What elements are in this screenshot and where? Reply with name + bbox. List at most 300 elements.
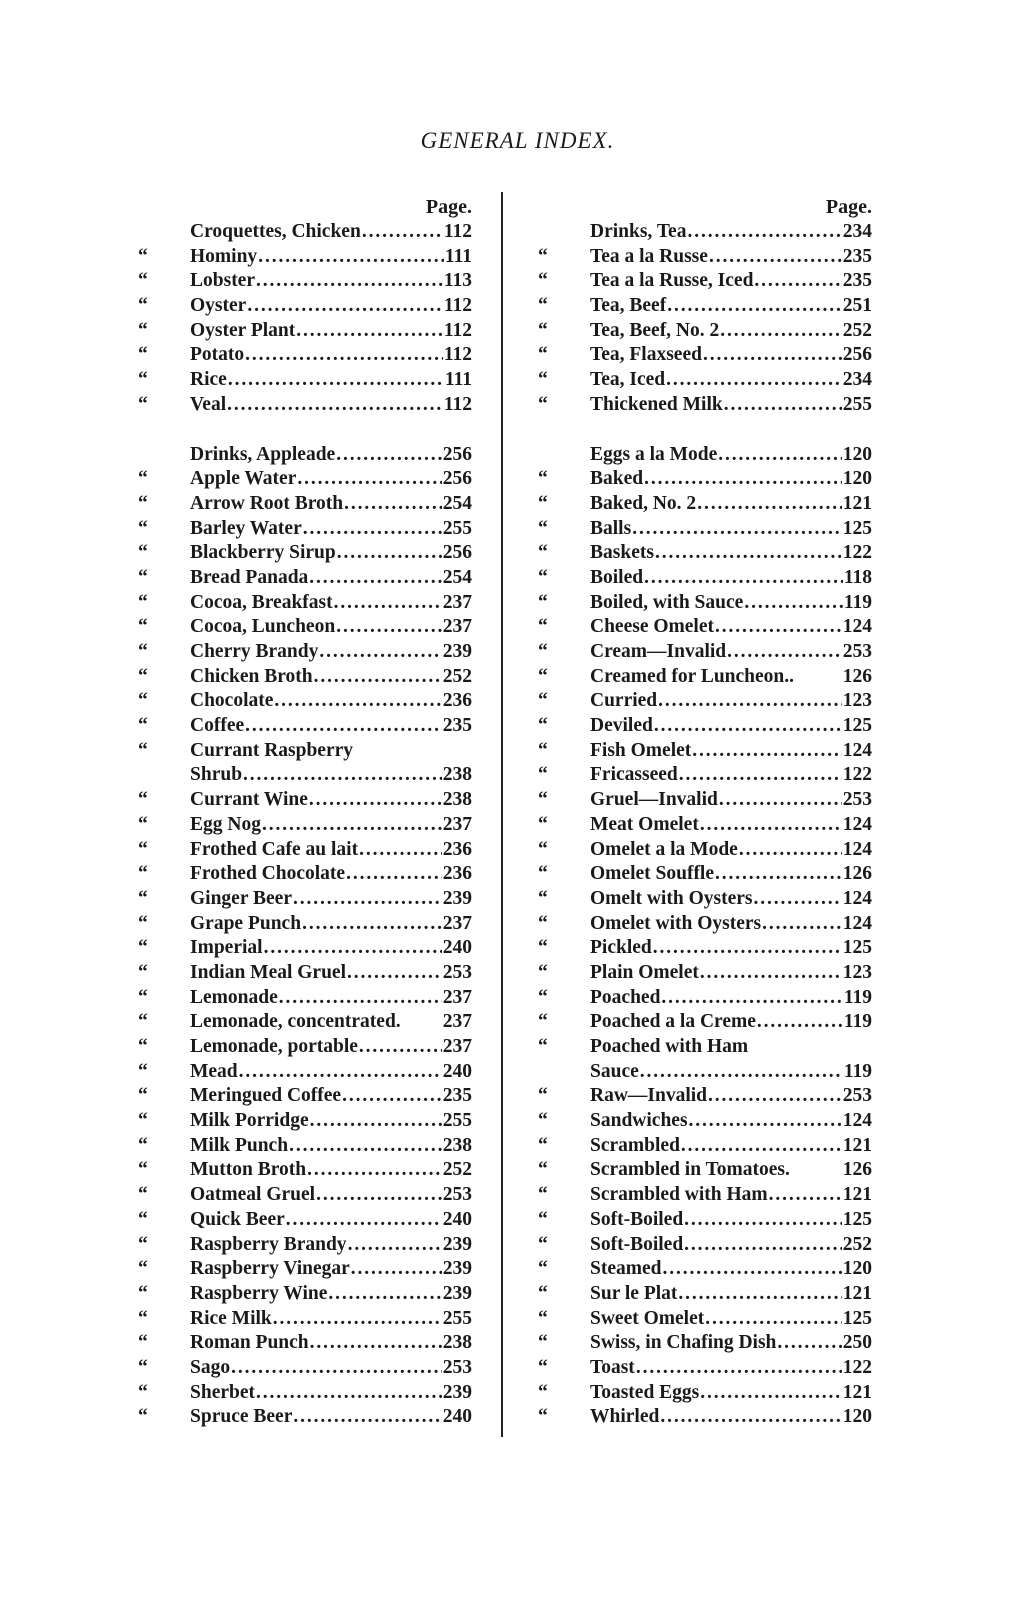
index-entry (138, 343, 472, 368)
ditto-mark: “ (138, 1036, 148, 1057)
entry-label: Sweet Omelet (590, 1307, 705, 1329)
entry-page-number: 255 (442, 517, 472, 539)
ditto-mark: “ (138, 1110, 148, 1132)
leader-dots (346, 862, 442, 887)
index-entry (538, 1257, 872, 1282)
entry-label: Raspberry Vinegar (190, 1258, 350, 1280)
entry-page-number: 119 (843, 591, 872, 613)
entry-list (538, 220, 872, 1430)
leader-dots (632, 517, 842, 542)
ditto-mark: “ (538, 789, 548, 811)
entry-label: Meringued Coffee (190, 1085, 342, 1107)
entry-label: Bread Panada (190, 566, 309, 588)
leader-dots (302, 912, 442, 937)
entry-page-number: 234 (842, 221, 872, 242)
index-entry (138, 1331, 472, 1356)
ditto-mark: “ (538, 1332, 548, 1354)
entry-label: Oatmeal Gruel (190, 1184, 316, 1206)
index-entry (138, 269, 472, 294)
ditto-mark: “ (138, 887, 148, 909)
index-entry (538, 1035, 872, 1060)
entry-page-number: 121 (842, 1381, 872, 1403)
entry-page-number: 237 (442, 1011, 472, 1033)
entry-page-number: 255 (442, 1110, 472, 1132)
index-entry (138, 813, 472, 838)
leader-dots (700, 961, 842, 986)
ditto-mark: “ (138, 245, 148, 267)
entry-label: Omelet Souffle (590, 863, 715, 885)
entry-label: Indian Meal Gruel (190, 961, 347, 983)
ditto-mark: “ (138, 616, 148, 638)
ditto-mark: “ (138, 715, 148, 737)
entry-page-number: 111 (444, 369, 472, 391)
ditto-mark: “ (538, 369, 548, 391)
ditto-mark: “ (138, 1134, 148, 1156)
ditto-mark: “ (538, 1406, 548, 1428)
entry-label: Raspberry Brandy (190, 1233, 347, 1255)
index-entry (138, 1084, 472, 1109)
index-entry (538, 566, 872, 591)
entry-page-number: 239 (442, 1233, 472, 1255)
leader-dots (297, 467, 441, 492)
ditto-mark: “ (138, 393, 148, 415)
entry-page-number: 240 (442, 1060, 472, 1082)
entry-label: Toasted Eggs (590, 1381, 700, 1403)
index-entry (538, 1084, 872, 1109)
index-entry (138, 1208, 472, 1233)
entry-label: Raw—Invalid (590, 1085, 708, 1107)
ditto-mark: “ (538, 887, 548, 909)
leader-dots (681, 1134, 842, 1159)
leader-dots (727, 640, 842, 665)
leader-dots (678, 1282, 841, 1307)
entry-page-number: 237 (442, 616, 472, 638)
ditto-mark: “ (138, 665, 148, 687)
leader-dots (336, 443, 442, 468)
leader-dots (697, 492, 842, 517)
index-entry (538, 1307, 872, 1332)
entry-page-number: 239 (442, 1282, 472, 1304)
ditto-mark: “ (138, 813, 148, 835)
entry-label: Tea, Flaxseed (590, 344, 702, 366)
index-entry (538, 1331, 872, 1356)
ditto-mark: “ (538, 1036, 548, 1057)
leader-dots (720, 319, 841, 344)
entry-page-number: 253 (842, 1085, 872, 1107)
index-entry (538, 269, 872, 294)
index-entry (538, 887, 872, 912)
ditto-mark: “ (538, 591, 548, 613)
leader-dots (359, 1035, 442, 1060)
entry-label: Balls (590, 517, 632, 539)
entry-label: Scrambled with Ham (590, 1184, 768, 1206)
entry-page-number: 240 (442, 1406, 472, 1428)
index-entry (538, 319, 872, 344)
leader-dots (227, 393, 443, 418)
leader-dots (273, 1307, 442, 1332)
ditto-mark: “ (138, 1406, 148, 1428)
entry-list (138, 220, 472, 1430)
ditto-mark: “ (138, 1233, 148, 1255)
entry-label: Currant Raspberry (190, 739, 354, 761)
leader-dots (666, 368, 842, 393)
entry-page-number: 125 (842, 1208, 872, 1230)
index-entry (138, 1381, 472, 1406)
entry-label: Plain Omelet (590, 961, 699, 983)
entry-page-number: 112 (443, 295, 472, 317)
index-entry (138, 1307, 472, 1332)
entry-label: Lobster (190, 270, 255, 292)
entry-page-number: 111 (444, 245, 472, 267)
entry-label: Arrow Root Broth (190, 492, 344, 514)
ditto-mark: “ (538, 542, 548, 564)
entry-page-number: 122 (842, 542, 872, 564)
leader-dots (336, 615, 442, 640)
entry-label: Steamed (590, 1258, 662, 1280)
leader-dots (351, 1257, 442, 1282)
entry-page-number: 255 (442, 1307, 472, 1329)
entry-label: Creamed for Luncheon.. (590, 665, 795, 687)
leader-dots (715, 615, 842, 640)
index-entry (538, 689, 872, 714)
leader-dots (309, 566, 441, 591)
index-entry (138, 1010, 472, 1035)
entry-page-number: 125 (842, 937, 872, 959)
ditto-mark: “ (138, 1011, 148, 1033)
entry-page-number: 235 (442, 1085, 472, 1107)
index-entry (538, 220, 872, 245)
entry-page-number: 126 (842, 863, 872, 885)
entry-page-number: 239 (442, 641, 472, 662)
ditto-mark: “ (538, 468, 548, 490)
entry-page-number: 255 (842, 393, 872, 415)
entry-page-number: 237 (442, 813, 472, 835)
ditto-mark: “ (138, 912, 148, 934)
index-entry (538, 788, 872, 813)
entry-label: Veal (190, 393, 227, 415)
index-entry (538, 492, 872, 517)
page-column-header: Page. (425, 196, 472, 218)
index-entry (538, 245, 872, 270)
entry-page-number: 235 (842, 245, 872, 267)
entry-label: Grape Punch (190, 912, 302, 934)
leader-dots (264, 936, 442, 961)
index-entry (138, 1035, 472, 1060)
entry-label: Apple Water (190, 468, 297, 490)
index-entry (138, 591, 472, 616)
leader-dots (347, 961, 442, 986)
index-entry (538, 1282, 872, 1307)
leader-dots (660, 1405, 841, 1430)
leader-dots (279, 986, 442, 1011)
entry-page-number: 236 (442, 690, 472, 712)
ditto-mark: “ (138, 838, 148, 860)
index-entry (138, 986, 472, 1011)
entry-page-number: 124 (842, 838, 872, 860)
entry-page-number: 123 (842, 690, 872, 712)
entry-label: Omelet with Oysters (590, 912, 762, 934)
index-entry (538, 343, 872, 368)
entry-page-number: 234 (842, 369, 872, 391)
ditto-mark: “ (538, 1085, 548, 1107)
index-entry (538, 1060, 872, 1085)
entry-label: Milk Porridge (190, 1110, 309, 1132)
index-entry (538, 1381, 872, 1406)
entry-label: Croquettes, Chicken (190, 221, 361, 242)
ditto-mark: “ (538, 245, 548, 267)
leader-dots (684, 1233, 842, 1258)
ditto-mark: “ (538, 665, 548, 687)
ditto-mark: “ (138, 789, 148, 811)
index-entry (538, 986, 872, 1011)
leader-dots (709, 245, 842, 270)
ditto-mark: “ (538, 319, 548, 341)
leader-dots (719, 788, 842, 813)
index-entry (138, 393, 472, 418)
ditto-mark: “ (138, 1307, 148, 1329)
index-entry (138, 739, 472, 764)
index-entry (138, 1282, 472, 1307)
leader-dots (362, 220, 443, 245)
entry-label: Shrub (190, 764, 243, 786)
index-entry (138, 665, 472, 690)
leader-dots (289, 1134, 442, 1159)
entry-page-number: 252 (842, 319, 872, 341)
entry-label: Milk Punch (190, 1134, 289, 1156)
leader-dots (309, 788, 442, 813)
entry-label: Oyster (190, 295, 247, 317)
entry-label: Quick Beer (190, 1208, 285, 1230)
entry-label: Raspberry Wine (190, 1282, 328, 1304)
entry-page-number: 239 (442, 1381, 472, 1403)
index-entry (538, 591, 872, 616)
index-entry (538, 1158, 872, 1183)
leader-dots (769, 1183, 842, 1208)
entry-label: Poached (590, 986, 661, 1008)
leader-dots (754, 269, 841, 294)
entry-label: Tea, Beef (590, 295, 667, 317)
entry-page-number: 122 (842, 1356, 872, 1378)
entry-label: Whirled (590, 1406, 660, 1428)
entry-label: Roman Punch (190, 1332, 309, 1354)
entry-label: Currant Wine (190, 789, 308, 811)
ditto-mark: “ (138, 468, 148, 490)
ditto-mark: “ (138, 937, 148, 959)
index-column-left (138, 195, 472, 1430)
index-entry (138, 1134, 472, 1159)
index-entry (138, 566, 472, 591)
leader-dots (359, 838, 442, 863)
entry-page-number: 112 (443, 344, 472, 366)
ditto-mark: “ (538, 1307, 548, 1329)
entry-page-number: 253 (442, 961, 472, 983)
entry-page-number: 121 (842, 1184, 872, 1206)
entry-page-number: 124 (842, 616, 872, 638)
leader-dots (228, 368, 444, 393)
index-entry (138, 467, 472, 492)
ditto-mark: “ (538, 1258, 548, 1280)
entry-label: Eggs a la Mode (590, 443, 718, 465)
index-entry (138, 1405, 472, 1430)
index-entry (538, 467, 872, 492)
index-entry (538, 665, 872, 690)
entry-label: Fricasseed (590, 764, 678, 786)
entry-label: Sherbet (190, 1381, 255, 1403)
entry-page-number: 113 (443, 270, 472, 292)
entry-label: Blackberry Sirup (190, 542, 336, 564)
entry-label: Tea a la Russe, Iced (590, 270, 754, 292)
ditto-mark: “ (138, 1208, 148, 1230)
leader-dots (307, 1158, 442, 1183)
entry-page-number: 126 (842, 665, 872, 687)
entry-label: Lemonade, concentrated. (190, 1011, 401, 1033)
entry-page-number: 253 (842, 789, 872, 811)
entry-label: Drinks, Tea (590, 221, 687, 242)
index-entry (538, 936, 872, 961)
leader-dots (739, 838, 842, 863)
leader-dots (708, 1084, 842, 1109)
entry-page-number: 123 (842, 961, 872, 983)
leader-dots (692, 739, 841, 764)
leader-dots (310, 1109, 442, 1134)
entry-page-number: 236 (442, 863, 472, 885)
leader-dots (667, 294, 842, 319)
entry-label: Omelt with Oysters (590, 887, 753, 909)
index-entry (138, 1158, 472, 1183)
entry-label: Chocolate (190, 690, 274, 712)
page-title: GENERAL INDEX. (420, 128, 615, 153)
ditto-mark: “ (538, 739, 548, 761)
ditto-mark: “ (538, 1282, 548, 1304)
entry-page-number: 238 (442, 764, 472, 786)
index-entry (138, 492, 472, 517)
ditto-mark: “ (538, 986, 548, 1008)
ditto-mark: “ (538, 1134, 548, 1156)
ditto-mark: “ (538, 1159, 548, 1181)
leader-dots (654, 714, 842, 739)
entry-page-number: 237 (442, 591, 472, 613)
entry-label: Cocoa, Breakfast (190, 591, 333, 613)
entry-label: Barley Water (190, 517, 302, 539)
entry-label: Poached a la Creme (590, 1011, 756, 1033)
leader-dots (337, 541, 442, 566)
entry-page-number: 239 (442, 1258, 472, 1280)
leader-dots (653, 936, 842, 961)
index-entry (138, 1183, 472, 1208)
entry-label: Rice (190, 369, 227, 391)
index-entry (138, 319, 472, 344)
index-entry (138, 838, 472, 863)
index-entry (538, 1134, 872, 1159)
entry-label: Tea, Beef, No. 2 (590, 319, 720, 341)
entry-label: Deviled (590, 715, 653, 737)
entry-page-number: 124 (842, 887, 872, 909)
column-divider (501, 192, 503, 1437)
ditto-mark: “ (538, 1011, 548, 1033)
ditto-mark: “ (538, 1233, 548, 1255)
index-entry (138, 220, 472, 245)
leader-dots (718, 443, 841, 468)
leader-dots (293, 887, 442, 912)
entry-label: Frothed Chocolate (190, 863, 346, 885)
index-entry (138, 1233, 472, 1258)
index-entry (138, 714, 472, 739)
index-entry (138, 517, 472, 542)
leader-dots (245, 714, 442, 739)
ditto-mark: “ (538, 1184, 548, 1206)
index-entry (538, 1183, 872, 1208)
entry-page-number: 121 (842, 1134, 872, 1156)
index-entry (538, 541, 872, 566)
leader-dots (715, 862, 842, 887)
entry-label: Sago (190, 1356, 231, 1378)
ditto-mark: “ (138, 641, 148, 662)
leader-dots (753, 887, 841, 912)
entry-page-number: 235 (442, 715, 472, 737)
index-entry (538, 714, 872, 739)
entry-label: Fish Omelet (590, 739, 692, 761)
ditto-mark: “ (538, 492, 548, 514)
ditto-mark: “ (538, 1381, 548, 1403)
entry-label: Spruce Beer (190, 1406, 293, 1428)
ditto-mark: “ (138, 566, 148, 588)
entry-label: Cream—Invalid (590, 641, 727, 662)
entry-page-number: 256 (842, 344, 872, 366)
entry-page-number: 238 (442, 1134, 472, 1156)
entry-label: Toast (590, 1356, 635, 1378)
entry-page-number: 237 (442, 986, 472, 1008)
index-entry (538, 739, 872, 764)
entry-page-number: 124 (842, 739, 872, 761)
ditto-mark: “ (138, 1381, 148, 1403)
entry-label: Ginger Beer (190, 887, 292, 909)
entry-label: Chicken Broth (190, 665, 313, 687)
index-entry (138, 887, 472, 912)
entry-label: Egg Nog (190, 813, 261, 835)
leader-dots (661, 986, 842, 1011)
entry-page-number: 119 (843, 1011, 872, 1033)
ditto-mark: “ (538, 813, 548, 835)
index-entry (538, 1356, 872, 1381)
page-column-header: Page. (825, 196, 872, 218)
ditto-mark: “ (538, 764, 548, 786)
index-entry (538, 443, 872, 468)
ditto-mark: “ (538, 863, 548, 885)
leader-dots (757, 1010, 843, 1035)
leader-dots (644, 566, 843, 591)
entry-page-number: 121 (842, 492, 872, 514)
ditto-mark: “ (138, 517, 148, 539)
ditto-mark: “ (538, 912, 548, 934)
leader-dots (679, 763, 842, 788)
leader-dots (293, 1405, 441, 1430)
entry-page-number: 112 (443, 221, 472, 242)
index-entry (538, 368, 872, 393)
index-entry (538, 615, 872, 640)
leader-dots (700, 1381, 841, 1406)
leader-dots (328, 1282, 441, 1307)
index-entry (538, 763, 872, 788)
entry-page-number: 125 (842, 1307, 872, 1329)
entry-page-number: 125 (842, 517, 872, 539)
ditto-mark: “ (538, 1110, 548, 1132)
entry-label: Tea a la Russe (590, 245, 708, 267)
leader-dots (658, 689, 842, 714)
ditto-mark: “ (138, 369, 148, 391)
entry-label: Baked (590, 468, 644, 490)
entry-page-number: 252 (442, 1159, 472, 1181)
entry-label: Poached with Ham (590, 1036, 749, 1057)
